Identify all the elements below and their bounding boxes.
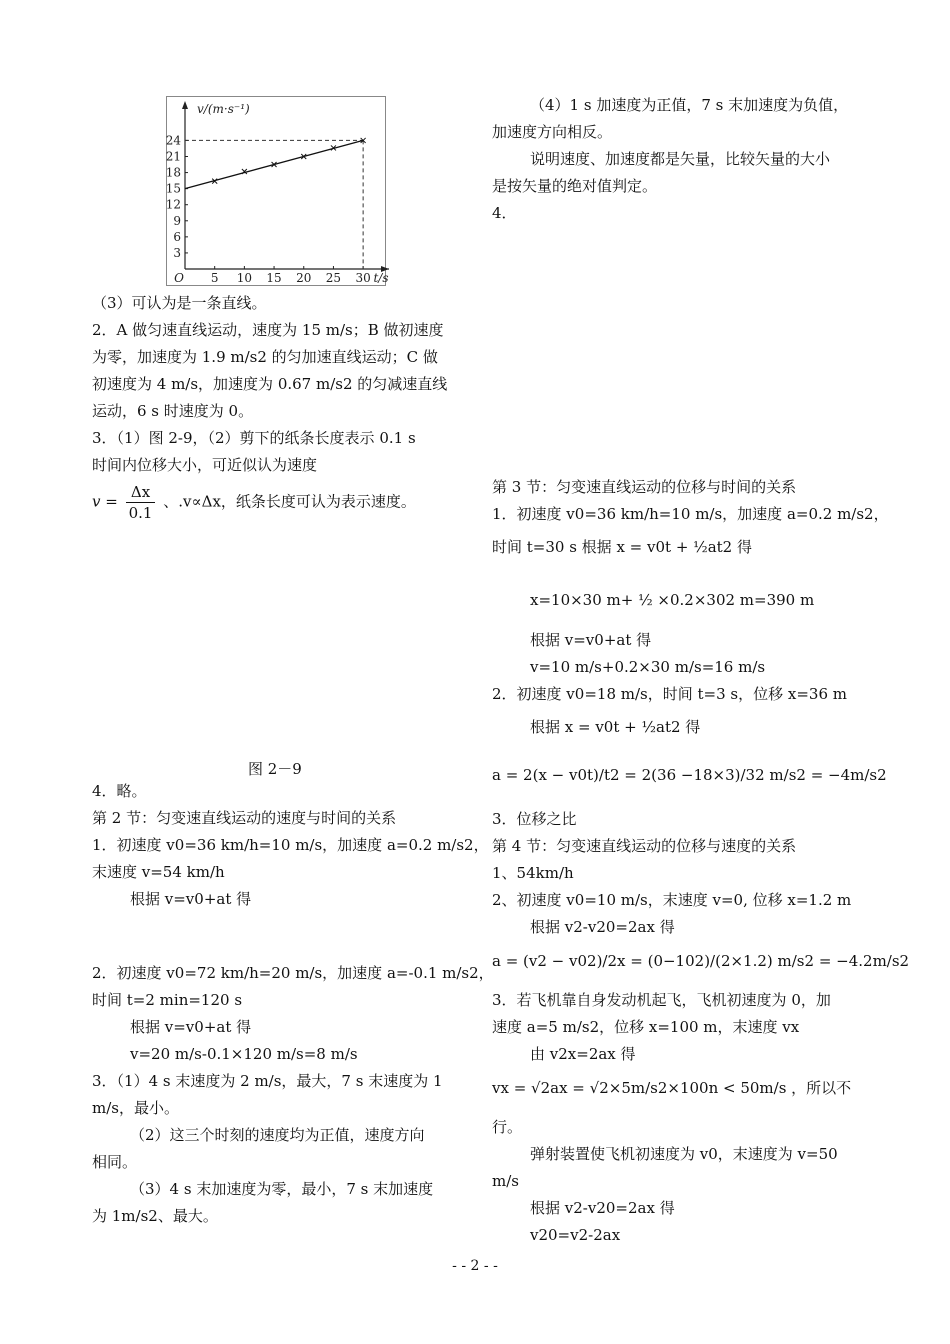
formula-tail: 、.v∝Δx，纸条长度可认为表示速度。 [163, 492, 416, 511]
text-line: 加速度方向相反。 [492, 123, 613, 141]
y-tick-label: 21 [165, 149, 181, 164]
text-line: （3）4 s 末加速度为零，最小，7 s 末加速度 [130, 1180, 434, 1198]
y-tick-label: 6 [173, 229, 181, 244]
origin-label: O [174, 271, 184, 285]
text-line: 3．（1）图 2-9，（2）剪下的纸条长度表示 0.1 s [92, 429, 416, 447]
text-line: 3．（1）4 s 末速度为 2 m/s，最大，7 s 末速度为 1 [92, 1072, 443, 1090]
y-tick-label: 3 [173, 245, 181, 260]
x-tick-label: 5 [210, 271, 219, 285]
text-line: 行。 [492, 1118, 523, 1136]
text-line: 根据 x = v0t + ½at2 得 [530, 718, 701, 736]
text-line: 由 v2x=2ax 得 [530, 1045, 636, 1063]
section-title: 第 3 节：匀变速直线运动的位移与时间的关系 [492, 478, 797, 496]
text-line: 时间 t=30 s 根据 x = v0t + ½at2 得 [492, 538, 752, 556]
y-tick-label: 24 [165, 133, 181, 148]
text-line: v=10 m/s+0.2×30 m/s=16 m/s [530, 658, 766, 676]
x-tick-label: 10 [236, 271, 253, 285]
text-line: 2．A 做匀速直线运动，速度为 15 m/s；B 做初速度 [92, 321, 444, 339]
text-line: 根据 v=v0+at 得 [130, 890, 252, 908]
x-tick-label: 20 [296, 271, 312, 285]
x-tick-label: 30 [355, 271, 371, 285]
velocity-formula [92, 482, 416, 523]
x-tick-label: 15 [266, 271, 282, 285]
y-tick-label: 12 [165, 197, 181, 212]
x-axis-label: t/s [373, 271, 389, 285]
text-line: 4． [492, 204, 517, 222]
text-line: v=20 m/s-0.1×120 m/s=8 m/s [130, 1045, 358, 1063]
text-line: m/s [492, 1172, 519, 1190]
text-line: 末速度 v=54 km/h [92, 863, 225, 881]
text-line: 根据 v2-v20=2ax 得 [530, 1199, 675, 1217]
text-line: 2．初速度 v0=72 km/h=20 m/s，加速度 a=-0.1 m/s2， [92, 964, 494, 982]
velocity-time-chart [165, 96, 389, 286]
text-line: 弹射装置使飞机初速度为 v0，末速度为 v=50 [530, 1145, 838, 1163]
formula-line: a = (v2 − v02)/2x = (0−102)/(2×1.2) m/s2 = −4.2m/s2 [492, 952, 910, 970]
formula-line: a = 2(x − v0t)/t2 = 2(36 −18×3)/32 m/s2 = −4m/s2 [492, 766, 887, 784]
y-tick-label: 15 [165, 181, 181, 196]
y-tick-label: 9 [173, 213, 181, 228]
text-line: 根据 v=v0+at 得 [530, 631, 652, 649]
text-line: 为 1m/s2、最大。 [92, 1207, 218, 1225]
text-line: 初速度为 4 m/s，加速度为 0.67 m/s2 的匀减速直线 [92, 375, 448, 393]
formula-lhs: v = [92, 492, 118, 511]
text-line: m/s，最小。 [92, 1099, 179, 1117]
y-axis-label: v/(m·s⁻¹) [197, 102, 250, 116]
text-line: 2．初速度 v0=18 m/s，时间 t=3 s，位移 x=36 m [492, 685, 847, 703]
text-line: 是按矢量的绝对值判定。 [492, 177, 658, 195]
text-line: 3．若飞机靠自身发动机起飞，飞机初速度为 0，加 [492, 991, 831, 1009]
section-title: 第 2 节：匀变速直线运动的速度与时间的关系 [92, 809, 397, 827]
y-tick-label: 18 [165, 165, 181, 180]
fraction [126, 482, 156, 523]
figure-caption: 图 2－9 [248, 760, 302, 778]
text-line: x=10×30 m+ ½ ×0.2×302 m=390 m [530, 591, 815, 609]
formula-line: vx = √2ax = √2×5m/s2×100n < 50m/s ，所以不 [492, 1079, 852, 1097]
text-line: （2）这三个时刻的速度均为正值，速度方向 [130, 1126, 425, 1144]
text-line: v20=v2-2ax [530, 1226, 621, 1244]
fraction-numerator: Δx [126, 482, 156, 503]
x-tick-label: 25 [325, 271, 342, 285]
section-title: 第 4 节：匀变速直线运动的位移与速度的关系 [492, 837, 797, 855]
y-axis-arrow [182, 101, 188, 109]
text-line: 4．略。 [92, 782, 147, 800]
text-line: 相同。 [92, 1153, 138, 1171]
text-line: 1．初速度 v0=36 km/h=10 m/s，加速度 a=0.2 m/s2， [492, 505, 889, 523]
text-line: 2、初速度 v0=10 m/s，末速度 v=0, 位移 x=1.2 m [492, 891, 852, 909]
text-line: 运动，6 s 时速度为 0。 [92, 402, 254, 420]
text-line: 为零，加速度为 1.9 m/s2 的匀加速直线运动；C 做 [92, 348, 438, 366]
text-line: （4）1 s 加速度为正值，7 s 末加速度为负值， [530, 96, 849, 114]
text-line: 根据 v2-v20=2ax 得 [530, 918, 675, 936]
chart-svg [165, 97, 389, 285]
text-line: 1．初速度 v0=36 km/h=10 m/s，加速度 a=0.2 m/s2， [92, 836, 489, 854]
text-line: 根据 v=v0+at 得 [130, 1018, 252, 1036]
fraction-denominator: 0.1 [128, 504, 153, 522]
text-line: （3）可认为是一条直线。 [92, 294, 267, 312]
text-line: 说明速度、加速度都是矢量，比较矢量的大小 [530, 150, 831, 168]
page-number: - - 2 - - [452, 1258, 498, 1274]
text-line: 速度 a=5 m/s2，位移 x=100 m，末速度 vx [492, 1018, 800, 1036]
text-line: 时间 t=2 min=120 s [92, 991, 243, 1009]
text-line: 3．位移之比 [492, 810, 577, 828]
text-line: 时间内位移大小，可近似认为速度 [92, 456, 318, 474]
text-line: 1、54km/h [492, 864, 574, 882]
